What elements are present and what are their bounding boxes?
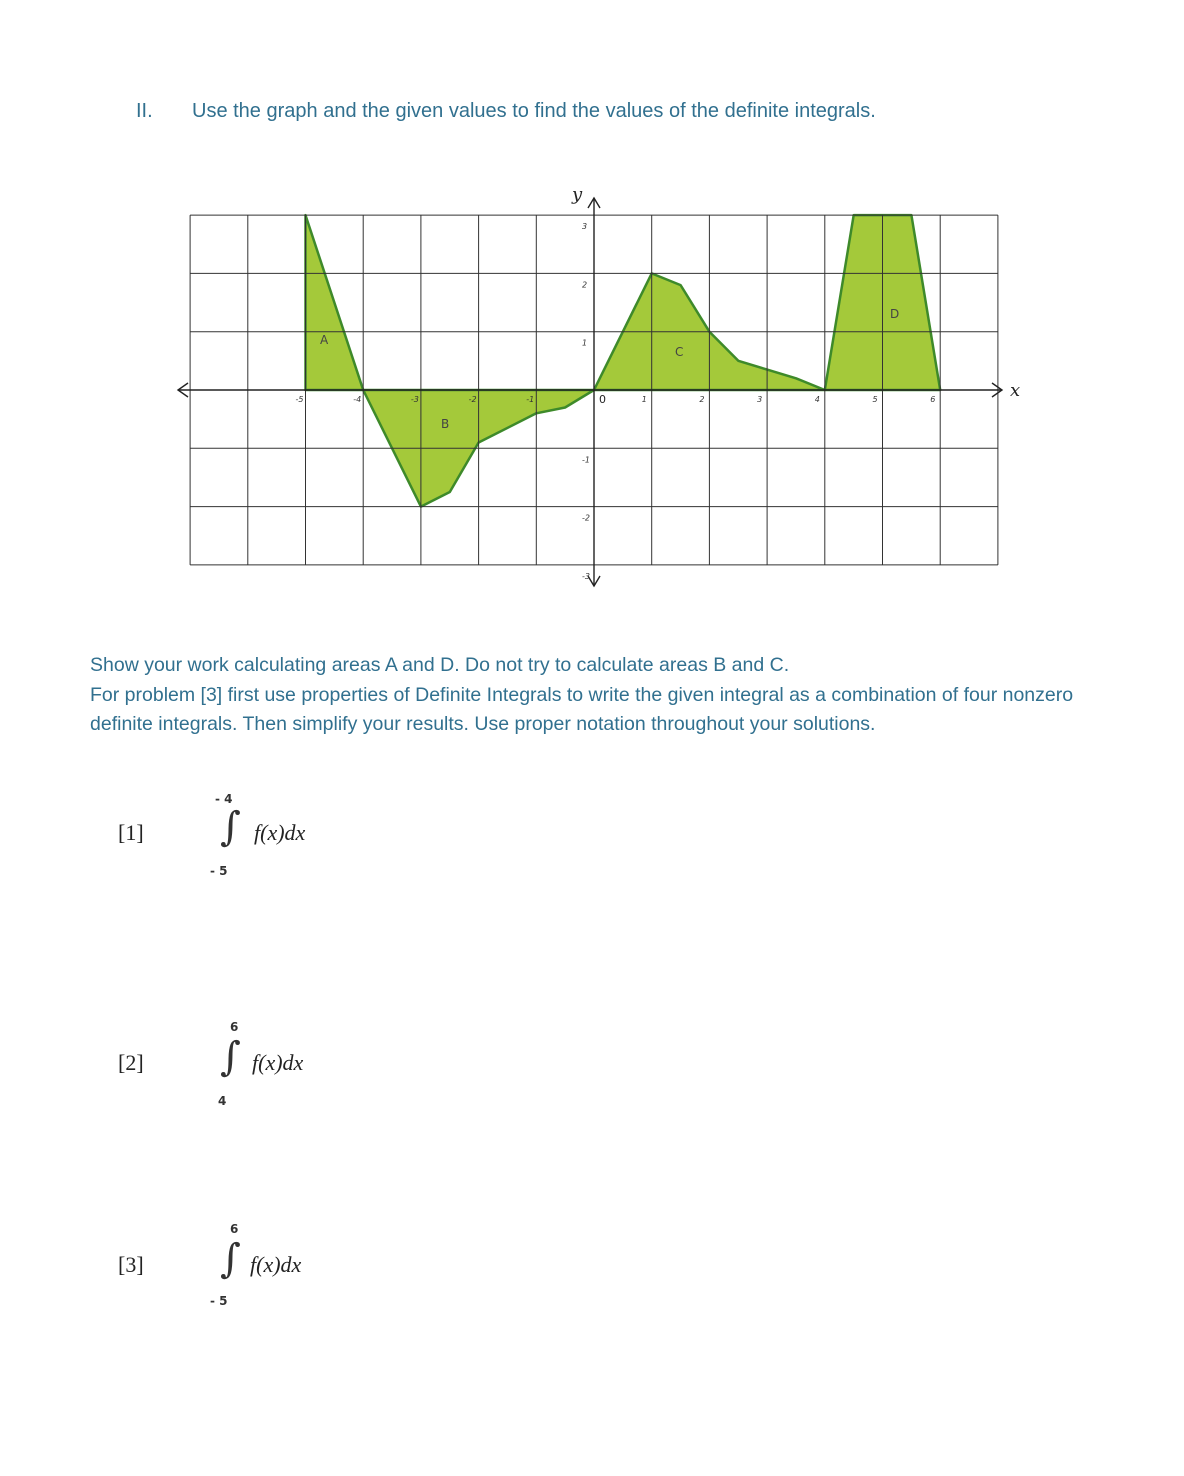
region-label-b: B <box>441 417 450 431</box>
y-axis-label: y <box>572 184 583 205</box>
region-label-a: A <box>320 333 329 347</box>
y-tick-label: -3 <box>582 571 590 581</box>
problem-label: [1] <box>118 820 144 845</box>
lower-limit: - 5 <box>210 1294 228 1308</box>
upper-limit: 6 <box>230 1222 239 1236</box>
integrand: f(x)dx <box>252 1050 304 1075</box>
instruction-line-1: Show your work calculating areas A and D. Do not try to calculate areas B and C. <box>90 654 790 676</box>
upper-limit: - 4 <box>215 792 233 806</box>
y-tick-label: 1 <box>582 338 588 348</box>
y-tick-label: -1 <box>582 455 590 465</box>
x-tick-label: 5 <box>872 395 878 404</box>
instructions <box>90 651 1100 740</box>
instruction-line-2: For problem [3] first use properties of Definite Integrals to write the given integral as a combination of four nonzero definite integrals. Then simplify your results. Use proper notation throughout your solutions. <box>90 683 1074 735</box>
upper-limit: 6 <box>230 1020 239 1034</box>
problem-1 <box>118 792 518 912</box>
lower-limit: 4 <box>218 1094 227 1108</box>
integral-sign-icon: ∫ <box>220 1034 241 1080</box>
problem-3 <box>118 1222 518 1342</box>
integrand: f(x)dx <box>250 1252 302 1277</box>
section-number: II. <box>136 100 153 122</box>
x-tick-label: -3 <box>410 395 419 404</box>
region-label-c: C <box>675 345 684 359</box>
y-tick-label: 2 <box>582 280 588 290</box>
y-tick-label: -2 <box>582 513 590 523</box>
problem-label: [2] <box>118 1050 144 1075</box>
problem-label: [3] <box>118 1252 144 1277</box>
shaded-regions <box>306 215 941 507</box>
x-tick-label: 2 <box>699 395 705 404</box>
integrand: f(x)dx <box>254 820 306 845</box>
x-tick-label: 6 <box>930 395 936 404</box>
lower-limit: - 5 <box>210 864 228 878</box>
problem-2 <box>118 1020 518 1140</box>
region-a <box>306 215 364 390</box>
region-label-d: D <box>890 307 900 321</box>
x-tick-label: 4 <box>814 395 820 404</box>
x-axis-label: x <box>1010 380 1021 401</box>
y-tick-label: 3 <box>582 222 588 232</box>
origin-label: 0 <box>599 393 606 406</box>
x-tick-label: 3 <box>757 395 763 404</box>
integral-sign-icon: ∫ <box>220 804 241 850</box>
x-tick-label: -4 <box>353 395 362 404</box>
x-tick-label: 1 <box>641 395 647 404</box>
x-tick-label: -2 <box>468 395 477 404</box>
function-graph <box>170 178 1030 598</box>
x-tick-label: -1 <box>526 395 535 404</box>
section-instruction: Use the graph and the given values to find the values of the definite integrals. <box>192 100 876 122</box>
x-tick-label: -5 <box>295 395 304 404</box>
integral-sign-icon: ∫ <box>220 1236 241 1282</box>
